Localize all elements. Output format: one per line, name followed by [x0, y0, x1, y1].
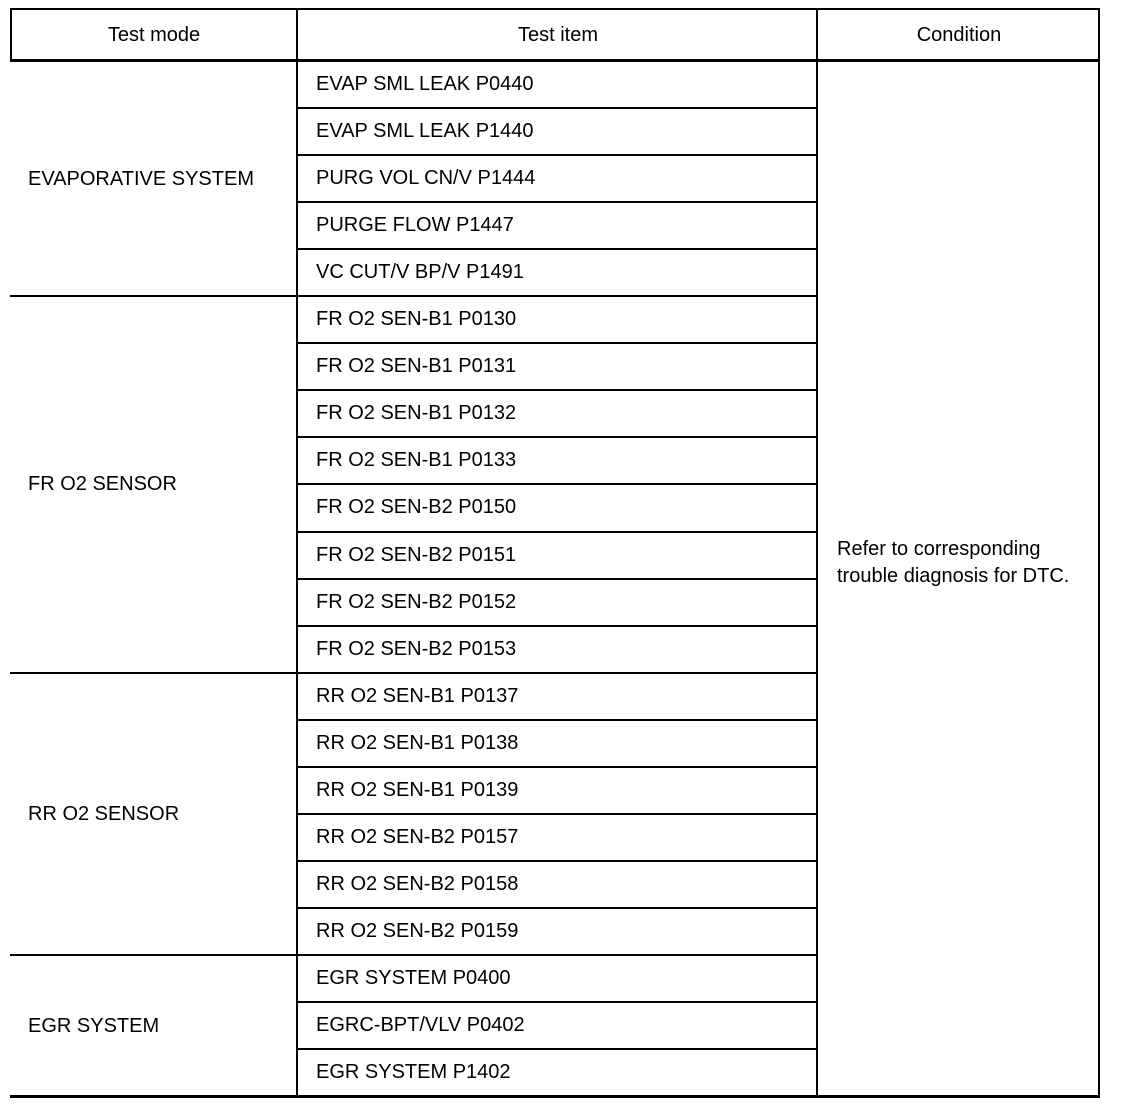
table-border-top	[10, 8, 1100, 10]
row-divider	[296, 719, 818, 721]
test-item-cell: FR O2 SEN-B2 P0151	[316, 543, 517, 566]
column-divider-mode	[296, 8, 298, 1096]
group-divider	[10, 954, 818, 956]
table-border-bottom	[10, 1095, 1100, 1098]
header-condition: Condition	[916, 24, 1002, 46]
test-item-cell: FR O2 SEN-B1 P0130	[316, 308, 517, 331]
row-divider	[296, 907, 818, 909]
test-mode-cell: EVAPORATIVE SYSTEM	[28, 168, 254, 190]
test-item-cell: FR O2 SEN-B2 P0152	[316, 590, 517, 613]
test-item-cell: RR O2 SEN-B2 P0159	[316, 919, 519, 942]
test-item-cell: RR O2 SEN-B1 P0139	[316, 778, 519, 801]
test-item-cell: RR O2 SEN-B1 P0137	[316, 684, 519, 707]
row-divider	[296, 766, 818, 768]
test-item-cell: EVAP SML LEAK P1440	[316, 120, 534, 143]
test-item-cell: VC CUT/V BP/V P1491	[316, 261, 524, 284]
row-divider	[296, 389, 818, 391]
test-item-cell: PURG VOL CN/V P1444	[316, 167, 536, 190]
test-item-cell: FR O2 SEN-B1 P0132	[316, 402, 517, 425]
test-item-cell: EGRC-BPT/VLV P0402	[316, 1014, 525, 1036]
row-divider	[296, 154, 818, 156]
row-divider	[296, 1048, 818, 1050]
test-item-cell: RR O2 SEN-B2 P0157	[316, 825, 519, 848]
row-divider	[296, 625, 818, 627]
dtc-work-support-table	[10, 8, 1100, 1098]
test-item-cell: EVAP SML LEAK P0440	[316, 73, 534, 95]
test-item-cell: EGR SYSTEM P0400	[316, 966, 511, 989]
table-border-right	[1098, 8, 1100, 1098]
column-divider-item	[816, 8, 818, 1096]
group-divider	[10, 295, 818, 297]
row-divider	[296, 1001, 818, 1003]
row-divider	[296, 531, 818, 533]
row-divider	[296, 248, 818, 250]
row-divider	[296, 201, 818, 203]
test-mode-cell: EGR SYSTEM	[28, 1015, 160, 1037]
group-divider	[10, 672, 818, 674]
test-item-cell: FR O2 SEN-B2 P0150	[316, 496, 517, 519]
test-item-cell: RR O2 SEN-B2 P0158	[316, 872, 519, 895]
test-item-cell: FR O2 SEN-B1 P0133	[316, 449, 517, 472]
test-item-cell: EGR SYSTEM P1402	[316, 1061, 511, 1084]
test-mode-cell: FR O2 SENSOR	[28, 473, 177, 495]
condition-cell: Refer to corresponding trouble diagnosis for DTC.	[837, 538, 1070, 587]
header-test-mode: Test mode	[107, 24, 201, 46]
row-divider	[296, 483, 818, 485]
row-divider	[296, 342, 818, 344]
row-divider	[296, 813, 818, 815]
test-item-cell: FR O2 SEN-B1 P0131	[316, 355, 517, 378]
row-divider	[296, 436, 818, 438]
row-divider	[296, 860, 818, 862]
header-divider	[10, 59, 1100, 62]
test-item-cell: PURGE FLOW P1447	[316, 214, 514, 237]
test-item-cell: FR O2 SEN-B2 P0153	[316, 637, 517, 660]
test-mode-cell: RR O2 SENSOR	[28, 803, 180, 825]
row-divider	[296, 107, 818, 109]
header-test-item: Test item	[517, 24, 599, 46]
test-item-cell: RR O2 SEN-B1 P0138	[316, 731, 519, 754]
row-divider	[296, 578, 818, 580]
